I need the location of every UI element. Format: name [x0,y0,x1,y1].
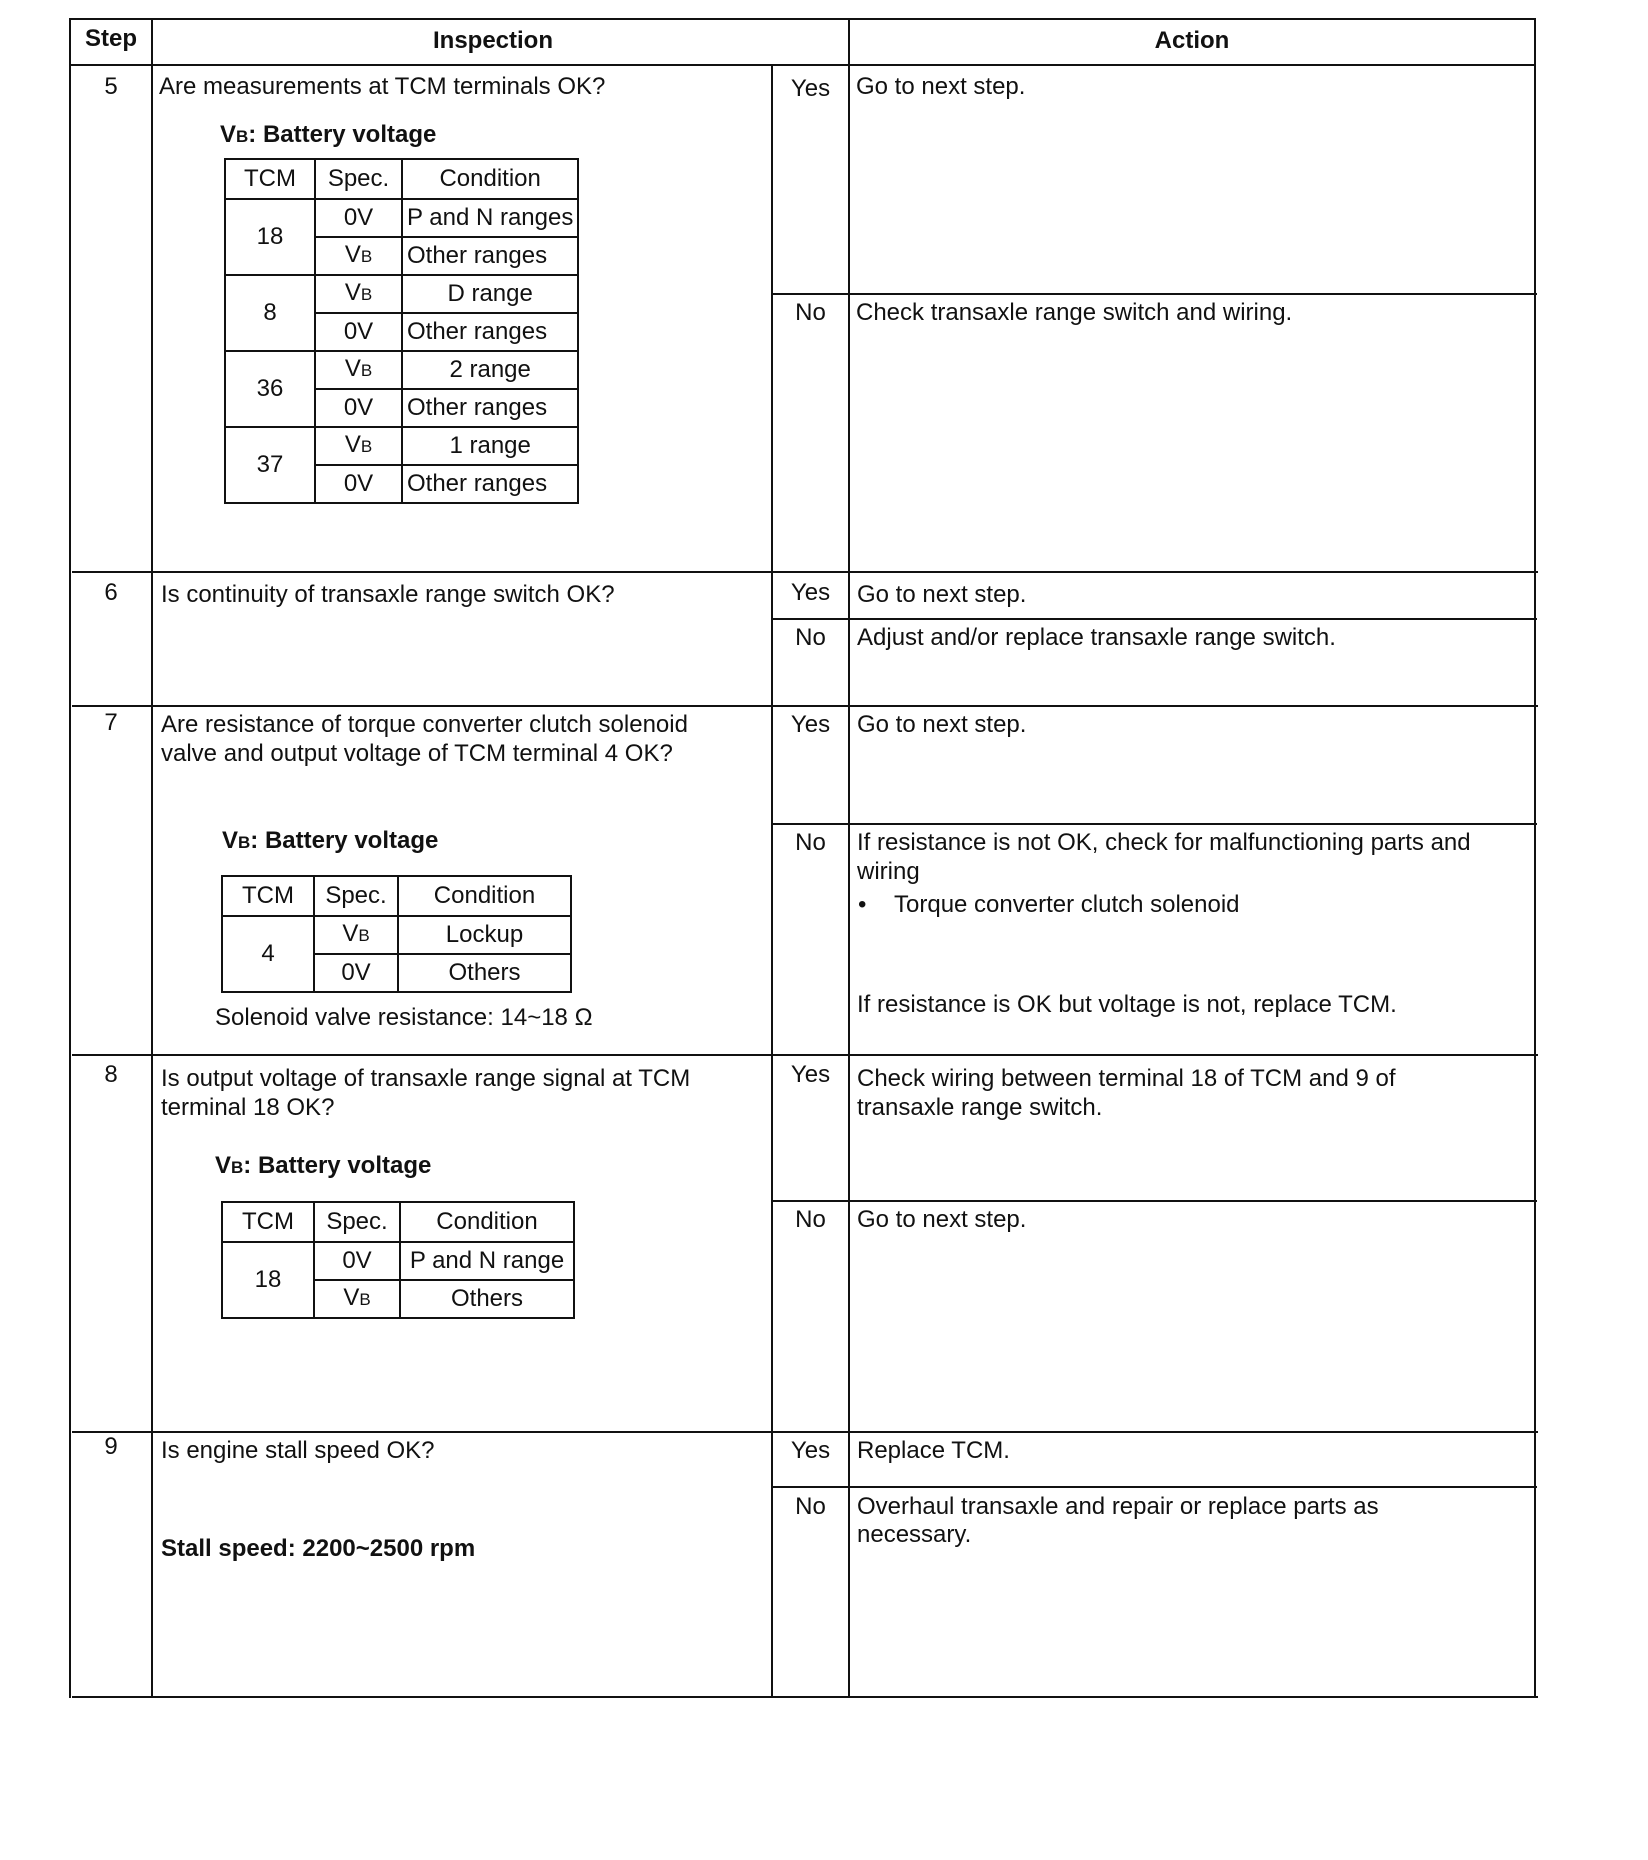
tcm-spec-table [221,875,572,993]
no-action-line1: Overhaul transaxle and repair or replace parts as [857,1493,1379,1520]
no-action: Adjust and/or replace transaxle range switch. [857,624,1336,651]
step-column-border [151,18,153,1698]
yes-label: Yes [790,1437,831,1464]
inspection-question: Is engine stall speed OK? [161,1437,435,1464]
col-tcm: TCM [225,159,315,199]
step-number: 8 [104,1061,118,1088]
no-action-secondary: If resistance is OK but voltage is not, replace TCM. [857,991,1397,1018]
row-divider-7-8 [72,1054,1538,1056]
no-action-line2: wiring [857,858,920,885]
no-label: No [795,624,826,651]
condition-value: Others [400,1280,574,1318]
header-step: Step [84,25,137,52]
bullet-text: Torque converter clutch solenoid [894,891,1240,918]
spec-value: VB [315,237,402,275]
no-label: No [795,299,826,326]
yes-label: Yes [790,579,831,606]
tcm-spec-table [224,158,579,504]
spec-value: 0V [314,1242,400,1280]
yes-action: Go to next step. [856,73,1026,100]
condition-value: 1 range [402,427,578,465]
tcm-terminal: 4 [222,916,314,992]
condition-value: 2 range [402,351,578,389]
yes-action-line1: Check wiring between terminal 18 of TCM and 9 of [857,1065,1396,1092]
header-inspection: Inspection [432,27,553,54]
spec-value: 0V [314,954,398,992]
no-label: No [795,1206,826,1233]
inspection-question: Is continuity of transaxle range switch OK? [161,581,615,608]
spec-value: 0V [315,199,402,237]
step-number: 6 [104,579,118,606]
yes-action: Go to next step. [857,581,1027,608]
tcm-terminal: 18 [222,1242,314,1318]
spec-value: 0V [315,389,402,427]
no-action: Go to next step. [857,1206,1027,1233]
col-tcm: TCM [222,876,314,916]
spec-value: 0V [315,313,402,351]
condition-value: Other ranges [402,313,578,351]
s5-yes-no-divider [771,293,1537,295]
spec-value: VB [314,1280,400,1318]
yes-label: Yes [790,711,831,738]
s6-yes-no-divider [771,618,1537,620]
s8-yes-no-divider [771,1200,1537,1202]
tcm-terminal: 37 [225,427,315,503]
no-action-line1: If resistance is not OK, check for malfunctioning parts and [857,829,1471,856]
spec-value: VB [315,351,402,389]
inspection-question-line2: valve and output voltage of TCM terminal 4 OK? [161,740,673,767]
spec-value: VB [315,427,402,465]
step-number: 5 [104,73,118,100]
col-spec: Spec. [314,876,398,916]
yesno-column-border [848,18,850,1698]
no-action: Check transaxle range switch and wiring. [856,299,1293,326]
table-bottom-border [72,1696,1538,1698]
yes-action: Replace TCM. [857,1437,1010,1464]
condition-value: Other ranges [402,389,578,427]
table-right-border [1534,18,1536,1698]
tcm-spec-table [221,1201,575,1319]
col-condition: Condition [402,159,578,199]
spec-value: VB [314,916,398,954]
col-spec: Spec. [314,1202,400,1242]
solenoid-resistance: Solenoid valve resistance: 14~18 Ω [215,1004,593,1031]
tcm-terminal: 8 [225,275,315,351]
header-bottom-border [69,64,1536,66]
s7-yes-no-divider [771,823,1537,825]
condition-value: Other ranges [402,237,578,275]
battery-voltage-label: VB: Battery voltage [215,1152,432,1179]
no-label: No [795,1493,826,1520]
condition-value: Others [398,954,571,992]
inspection-question-line1: Is output voltage of transaxle range signal at TCM [161,1065,691,1092]
col-condition: Condition [400,1202,574,1242]
table-top-border [69,18,1536,20]
battery-voltage-label: VB: Battery voltage [220,121,437,148]
yes-label: Yes [790,1061,831,1088]
bullet-item [858,890,1240,919]
step-number: 7 [104,709,118,736]
tcm-terminal: 36 [225,351,315,427]
no-label: No [795,829,826,856]
row-divider-6-7 [72,705,1538,707]
col-spec: Spec. [315,159,402,199]
yes-label: Yes [790,75,831,102]
col-tcm: TCM [222,1202,314,1242]
condition-value: P and N ranges [402,199,578,237]
battery-voltage-label: VB: Battery voltage [222,827,439,854]
bullet-icon: • [858,891,867,918]
spec-value: VB [315,275,402,313]
stall-speed-spec: Stall speed: 2200~2500 rpm [161,1535,476,1562]
inspection-question: Are measurements at TCM terminals OK? [159,73,606,100]
condition-value: Other ranges [402,465,578,503]
condition-value: P and N range [400,1242,574,1280]
condition-value: D range [402,275,578,313]
row-divider-8-9 [72,1431,1538,1433]
no-action-line2: necessary. [857,1521,972,1548]
s9-yes-no-divider [771,1486,1537,1488]
inspection-question-line1: Are resistance of torque converter clutch solenoid [161,711,688,738]
header-action: Action [1154,27,1230,54]
row-divider-5-6 [72,571,1538,573]
col-condition: Condition [398,876,571,916]
yes-action-line2: transaxle range switch. [857,1094,1103,1121]
yes-action: Go to next step. [857,711,1027,738]
condition-value: Lockup [398,916,571,954]
inspection-question-line2: terminal 18 OK? [161,1094,335,1121]
spec-value: 0V [315,465,402,503]
step-number: 9 [104,1433,118,1460]
tcm-terminal: 18 [225,199,315,275]
